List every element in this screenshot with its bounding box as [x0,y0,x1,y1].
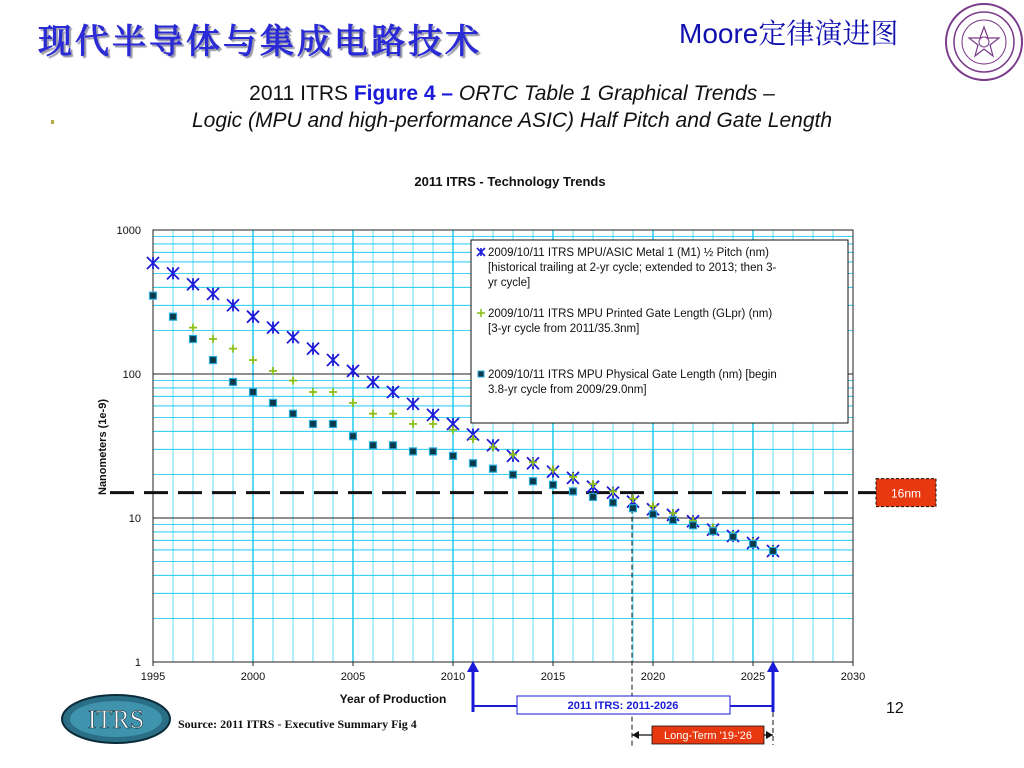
data-point [730,533,737,540]
data-point [470,460,477,467]
data-point [530,478,537,485]
legend-entry-text: [3-yr cycle from 2011/35.3nm] [488,323,640,335]
caption-figure-label: Figure 4 – [353,82,454,105]
data-point [570,488,577,495]
square-marker [650,511,657,518]
caption-title: ORTC Table 1 Graphical Trends – [453,82,775,105]
square-marker [430,448,437,455]
reference-badge [876,479,936,507]
y-tick-label: 1000 [116,225,141,237]
square-marker [490,465,497,472]
square-marker [450,452,457,459]
data-point [430,448,437,455]
data-point [230,378,237,385]
square-marker [310,420,317,427]
square-marker [530,478,537,485]
figure-caption-line2: Logic (MPU and high-performance ASIC) Half Pitch and Gate Length [191,109,833,132]
y-axis-label: Nanometers (1e-9) [97,399,109,495]
data-point [450,452,457,459]
data-point [550,481,557,488]
x-tick-label: 2010 [440,671,466,683]
long-term-arrow-right [766,731,773,739]
legend-entry-text: 2009/10/11 ITRS MPU/ASIC Metal 1 (M1) ½ Pitch (nm) [488,247,769,259]
legend-entry-text: 3.8-yr cycle from 2009/29.0nm] [488,384,647,396]
range-arrow-head [767,661,779,672]
range-start-arrow [467,661,479,712]
long-term-arrow-left [632,731,639,739]
square-marker [270,399,277,406]
square-marker [410,448,417,455]
data-point [170,313,177,320]
y-tick-label: 10 [128,513,141,525]
square-marker [750,540,757,547]
slide-subtitle: Moore定律演进图 [679,18,899,49]
x-tick-label: 2000 [240,671,266,683]
data-point [310,420,317,427]
square-marker [770,547,777,554]
data-point [590,493,597,500]
data-point [710,528,717,535]
square-marker [390,442,397,449]
range-label-text: 2011 ITRS: 2011-2026 [567,700,679,712]
square-marker [730,533,737,540]
square-marker [190,336,197,343]
square-marker [710,528,717,535]
page-number: 12 [886,700,904,717]
data-point [390,442,397,449]
square-marker [210,357,217,364]
legend-marker [478,371,484,377]
data-point [150,292,157,299]
data-point [210,357,217,364]
data-point [350,433,357,440]
square-marker [150,292,157,299]
chart-title: 2011 ITRS - Technology Trends [414,174,606,189]
square-marker [230,378,237,385]
square-marker [350,433,357,440]
square-marker [670,516,677,523]
square-marker [690,522,697,529]
data-point [630,505,637,512]
square-marker [550,481,557,488]
source-note: Source: 2011 ITRS - Executive Summary Fig 4 [178,717,417,731]
square-marker [610,499,617,506]
slide-title: 现代半导体与集成电路技术 [38,22,482,62]
data-point [190,336,197,343]
data-point [370,442,377,449]
range-end-arrow [767,661,779,712]
x-tick-label: 2030 [840,671,866,683]
legend-square [478,371,484,377]
x-tick-label: 2025 [740,671,766,683]
x-axis-label: Year of Production [339,692,447,706]
data-point [610,499,617,506]
legend-entry-text: 2009/10/11 ITRS MPU Printed Gate Length (GLpr) (nm) [488,308,773,320]
data-point [770,547,777,554]
square-marker [630,505,637,512]
itrs-logo-text: ITRS [87,705,145,734]
square-marker [570,488,577,495]
x-tick-label: 2005 [340,671,366,683]
data-point [250,388,257,395]
reference-badge-label: 16nm [890,486,922,501]
square-marker [370,442,377,449]
data-point [330,420,337,427]
x-tick-label: 1995 [140,671,166,683]
caption-prefix: 2011 ITRS [249,82,354,105]
data-point [490,465,497,472]
square-marker [250,388,257,395]
data-point [690,522,697,529]
square-marker [170,313,177,320]
square-marker [590,493,597,500]
y-tick-label: 100 [122,369,141,381]
x-tick-label: 2015 [540,671,566,683]
y-tick-label: 1 [134,657,141,669]
long-term-label-text: Long-Term '19-'26 [664,730,752,742]
square-marker [330,420,337,427]
range-arrow-head [467,661,479,672]
data-point [290,410,297,417]
data-point [750,540,757,547]
x-tick-label: 2020 [640,671,666,683]
data-point [410,448,417,455]
data-point [670,516,677,523]
square-marker [510,471,517,478]
legend-entry-text: yr cycle] [488,277,531,289]
data-point [650,511,657,518]
itrs-logo [60,693,172,745]
square-marker [290,410,297,417]
legend-entry-text: 2009/10/11 ITRS MPU Physical Gate Length (nm) [begin [488,369,777,381]
legend-entry-text: [historical trailing at 2-yr cycle; extended to 2013; then 3- [488,262,777,274]
data-point [270,399,277,406]
data-point [510,471,517,478]
square-marker [470,460,477,467]
